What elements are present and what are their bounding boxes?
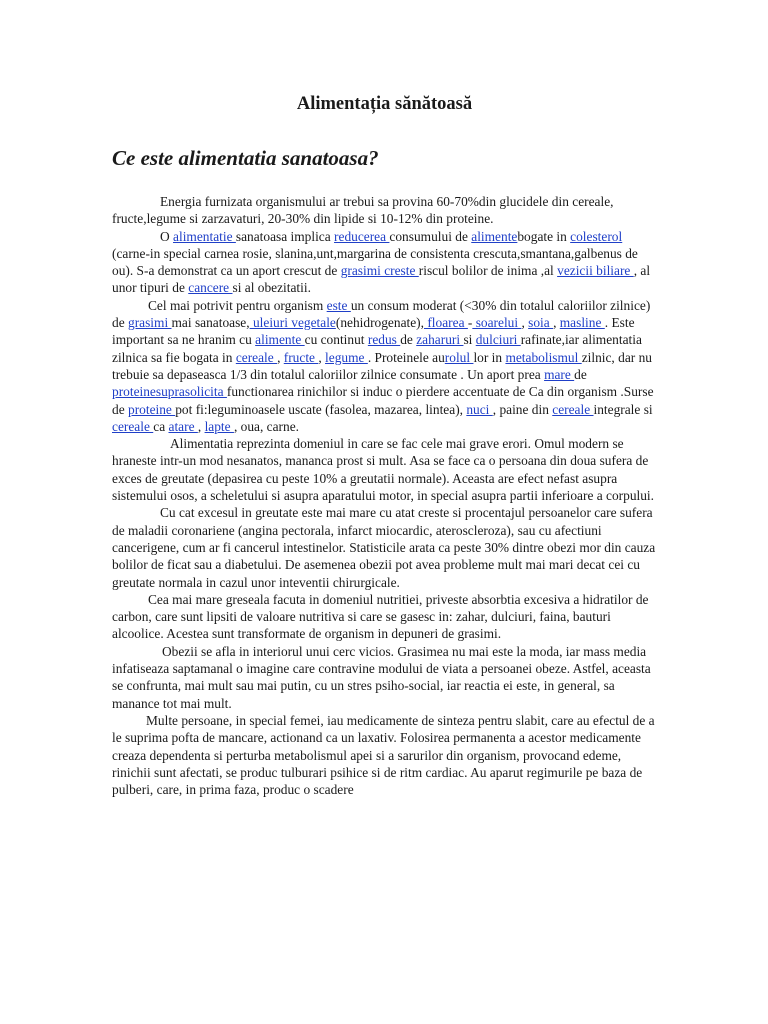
text-run: Multe persoane, in special femei, iau medicamente de sinteza pentru slabit, care au efectul de a le suprima pofta de mancare, actionand ca un laxativ. Folosirea permanenta a acestor medicamente creaza dependenta si perturba metabolismul apei si a sarurilor din organism, provocand edeme, rinichii sunt afectati, se produc tulburari psihice si de ritm cardiac. Au aparut regimurile pe baza de pulberi, care, in prima faza, produc o scadere [112, 712, 655, 798]
text-run: - [467, 315, 473, 331]
text-run: . Este important sa ne hranim cu [112, 315, 635, 348]
link-alimente-2[interactable]: alimente [255, 332, 305, 348]
section-heading: Ce este alimentatia sanatoasa? [112, 146, 379, 170]
link-dulciuri[interactable]: dulciuri [475, 332, 521, 348]
text-run: zilnic, dar nu trebuie sa depaseasca 1/3 din totalul caloriilor zilnice consumate . Un aport prea [112, 349, 652, 382]
text-run: sanatoasa implica [235, 228, 335, 244]
paragraph [112, 193, 657, 228]
text-run: Alimentatia reprezinta domeniul in care se fac cele mai grave erori. Omul modern se hraneste intr-un mod nesanatos, mananca prost si mult. Asa se face ca o persoana din doua sufera de exces de greutate (depasirea cu peste 10% a greutatii normale). Aceasta are efect nefast asupra sistemului osos, a scheletului si asupra aparatului motor, in special asupra partii inferioare a corpului. [112, 436, 654, 504]
link-redus[interactable]: redus [367, 332, 401, 348]
paragraph [112, 504, 657, 590]
text-run: riscul bolilor de inima ,al [418, 263, 558, 279]
text-run: . Proteinele au [367, 349, 445, 365]
link-grasimi[interactable]: grasimi [128, 315, 172, 331]
text-run: , [277, 349, 284, 365]
link-lapte[interactable]: lapte [204, 418, 234, 434]
text-run: , paine din [492, 401, 553, 417]
text-run: , [318, 349, 326, 365]
text-run: integrale si [593, 401, 653, 417]
text-run: Energia furnizata organismului ar trebui sa provina 60-70%din glucidele din cereale, fructe,legume si zarzavaturi, 20-30% din lipide si 10-12% din proteine. [112, 194, 614, 227]
text-run: ca [153, 418, 169, 434]
link-cereale-2[interactable]: cereale [552, 401, 594, 417]
link-legume[interactable]: legume [325, 349, 368, 365]
text-run: Cea mai mare greseala facuta in domeniul nutritiei, priveste absorbtia excesiva a hidratilor de carbon, care sunt lipsiti de valoare nutritiva si care se gasesc in: zahar, dulciuri, faina, bauturi alcoolice. Acestea sunt transformate de organism in depuneri de grasimi. [112, 591, 649, 642]
link-colesterol[interactable]: colesterol [570, 228, 623, 244]
link-proteine[interactable]: proteine [128, 401, 176, 417]
text-run: O [160, 228, 174, 244]
link-uleiuri-vegetale[interactable]: uleiuri vegetale [249, 315, 336, 331]
paragraph [112, 228, 657, 297]
text-run: mai sanatoase, [171, 315, 250, 331]
text-run: rafinate,iar alimentatia zilnica sa fie bogata in [112, 332, 642, 365]
paragraph [112, 643, 657, 712]
paragraph [112, 297, 657, 435]
link-proteinesuprasolicita[interactable]: proteinesuprasolicita [112, 384, 227, 400]
document-body [112, 193, 657, 798]
text-run: Obezii se afla in interiorul unui cerc vicios. Grasimea nu mai este la moda, iar mass media infatiseaza saptamanal o imagine care contravine modului de viata a persoanei obeze. Astfel, aceasta se confrunta, mai mult sau mai putin, cu un stres psiho-social, iar reactia ei este, in general, sa manance tot mai mult. [112, 643, 651, 711]
link-metabolismul[interactable]: metabolismul [505, 349, 582, 365]
paragraph [112, 591, 657, 643]
text-run: Cu cat excesul in greutate este mai mare cu atat creste si procentajul persoanelor care sufera de maladii coronariene (angina pectorala, infarct miocardic, ateroscleroza), sau cu afectiuni cancerigene, cum ar fi cancerul intestinelor. Statisticile arata ca peste 30% dintre obezi mor din cauza bolilor de ficat sau a diabetului. De asemenea obezii pot avea probleme mult mai mari decat cei cu greutate normala in cazul unor inteventii chirurgicale. [112, 505, 656, 590]
text-run: si al obezitatii. [232, 280, 311, 296]
text-run: (nehidrogenate), [335, 315, 424, 331]
link-grasimi-creste[interactable]: grasimi creste [340, 263, 419, 279]
text-run: un consum moderat (<30% din totalul caloriilor zilnice) de [112, 297, 651, 331]
text-run: pot fi:leguminoasele uscate (fasolea, mazarea, lintea), [175, 401, 467, 417]
link-masline[interactable]: masline [559, 315, 605, 331]
text-run: functionarea rinichilor si induc o pierdere accentuate de Ca din organism .Surse de [112, 384, 654, 417]
link-este[interactable]: este [326, 297, 351, 313]
text-run: bogate in [517, 228, 571, 244]
link-atare[interactable]: atare [168, 418, 198, 434]
paragraph [112, 435, 657, 504]
link-mare[interactable]: mare [544, 366, 575, 382]
text-run: , [553, 315, 560, 331]
text-run: consumului de [389, 228, 472, 244]
text-run: de [400, 332, 417, 348]
link-vezicii-biliare[interactable]: vezicii biliare [557, 263, 634, 279]
text-run: , al unor tipuri de [112, 263, 651, 296]
link-soarelui[interactable]: soarelui [472, 315, 522, 331]
link-soia[interactable]: soia [528, 315, 554, 331]
link-cancere[interactable]: cancere [188, 280, 233, 296]
page-title: Alimentația sănătoasă [296, 94, 473, 114]
link-zaharuri[interactable]: zaharuri [416, 332, 464, 348]
link-cereale[interactable]: cereale [235, 349, 278, 365]
link-nuci[interactable]: nuci [466, 401, 493, 417]
text-run: cu continut [304, 332, 368, 348]
link-floarea[interactable]: floarea [424, 315, 468, 331]
text-run: lor in [473, 349, 506, 365]
link-fructe[interactable]: fructe [283, 349, 319, 365]
text-run: si [463, 332, 476, 348]
text-run: , [197, 418, 205, 434]
link-alimentatie[interactable]: alimentatie [173, 228, 236, 244]
text-run: , [521, 315, 529, 331]
paragraph [112, 712, 657, 798]
link-alimente[interactable]: alimente [471, 228, 518, 244]
link-rolul[interactable]: rolul [444, 349, 474, 365]
text-run: (carne-in special carnea rosie, slanina,unt,margarina de consistenta crescuta,smantana,galbenus de ou). S-a demonstrat ca un aport crescut de [112, 245, 638, 279]
text-run: , oua, carne. [233, 418, 299, 434]
link-cereale-3[interactable]: cereale [112, 418, 154, 434]
text-run: Cel mai potrivit pentru organism [148, 297, 327, 313]
text-run: de [574, 366, 587, 382]
link-reducerea[interactable]: reducerea [334, 228, 390, 244]
